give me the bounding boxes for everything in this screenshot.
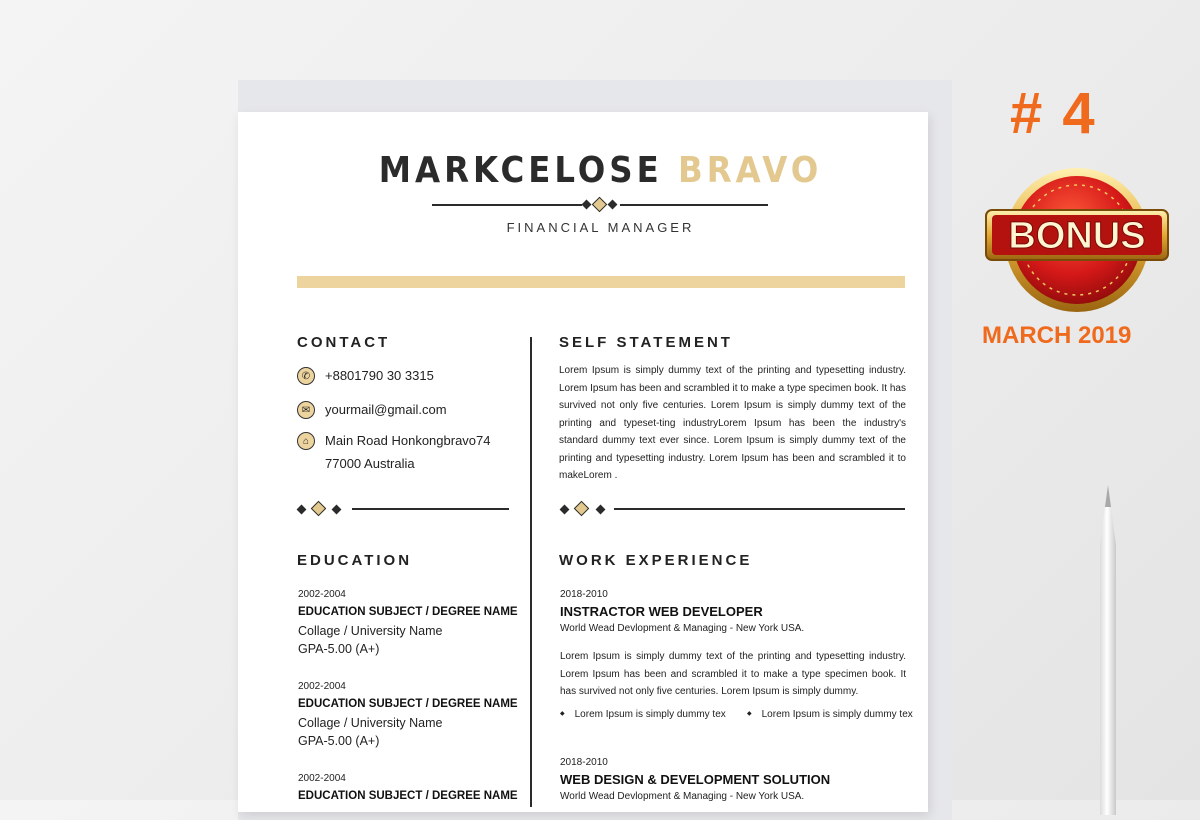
home-icon: ⌂ <box>297 432 315 450</box>
education-degree: EDUCATION SUBJECT / DEGREE NAME <box>298 790 518 802</box>
self-statement-text: Lorem Ipsum is simply dummy text of the printing and typesetting industry. Lorem Ipsum has been and scrambled it to make a type specimen book. It has survived not only five centuries. Lorem Ipsum is simply dummy text of the printing and typeset-ting industryLorem Ipsum has been the industry's standard dummy text ever since. Lorem Ipsum is simply dummy text of the printing and typesetting industry. Lorem Ipsum has been and scrambled it to makeLorem . <box>559 365 906 481</box>
education-degree: EDUCATION SUBJECT / DEGREE NAME <box>298 698 518 710</box>
bonus-label: BONUS <box>1008 215 1146 257</box>
title-rule-left <box>432 204 582 206</box>
separator-rule <box>352 508 509 510</box>
work-company: World Wead Devlopment & Managing - New York USA. <box>560 623 805 634</box>
education-school: Collage / University Name <box>298 716 443 730</box>
month-label: MARCH 2019 <box>982 322 1132 349</box>
work-years: 2018-2010 <box>560 757 608 768</box>
education-school: Collage / University Name <box>298 624 443 638</box>
work-bullet: ◆ Lorem Ipsum is simply dummy tex <box>747 709 913 720</box>
title-rule-right <box>620 204 768 206</box>
phone-icon: ✆ <box>297 367 315 385</box>
rank-label: # 4 <box>1010 81 1097 146</box>
education-gpa: GPA-5.00 (A+) <box>298 734 380 748</box>
address-line-2: 77000 Australia <box>325 456 415 471</box>
work-years: 2018-2010 <box>560 589 608 600</box>
contact-phone <box>297 367 434 387</box>
candidate-name <box>238 150 963 191</box>
self-statement-heading: SELF STATEMENT <box>559 334 733 351</box>
last-name: BRAVO <box>678 150 823 191</box>
contact-address <box>297 432 491 475</box>
work-company: World Wead Devlopment & Managing - New York USA. <box>560 791 805 802</box>
job-title: FINANCIAL MANAGER <box>506 220 695 235</box>
work-title: INSTRACTOR WEB DEVELOPER <box>560 604 763 619</box>
separator-rule <box>614 508 905 510</box>
work-title: WEB DESIGN & DEVELOPMENT SOLUTION <box>560 772 831 787</box>
work-description: Lorem Ipsum is simply dummy text of the printing and typesetting industry. Lorem Ipsum has been and scrambled it to make a type specimen book. It has survived not only five centuries. Lorem Ipsum is simply dummy. <box>560 651 906 697</box>
stylus-pencil-icon <box>1088 485 1128 815</box>
education-gpa: GPA-5.00 (A+) <box>298 642 380 656</box>
contact-email <box>297 401 447 421</box>
education-years: 2002-2004 <box>298 589 346 600</box>
work-heading: WORK EXPERIENCE <box>559 552 753 569</box>
education-years: 2002-2004 <box>298 681 346 692</box>
education-heading: EDUCATION <box>297 552 413 569</box>
education-degree: EDUCATION SUBJECT / DEGREE NAME <box>298 606 518 618</box>
bonus-seal-icon <box>982 165 1172 315</box>
resume-header-area <box>276 112 926 282</box>
mail-icon: ✉ <box>297 401 315 419</box>
first-name: MARKCELOSE <box>378 150 663 191</box>
education-years: 2002-2004 <box>298 773 346 784</box>
phone-text: +8801790 30 3315 <box>325 368 434 383</box>
address-text <box>325 429 491 475</box>
email-text: yourmail@gmail.com <box>325 402 447 417</box>
column-divider <box>530 337 532 807</box>
address-line-1: Main Road Honkongbravo74 <box>325 433 491 448</box>
work-bullet: ◆ Lorem Ipsum is simply dummy tex <box>560 709 726 720</box>
accent-bar <box>297 276 905 288</box>
contact-heading: CONTACT <box>297 334 391 351</box>
